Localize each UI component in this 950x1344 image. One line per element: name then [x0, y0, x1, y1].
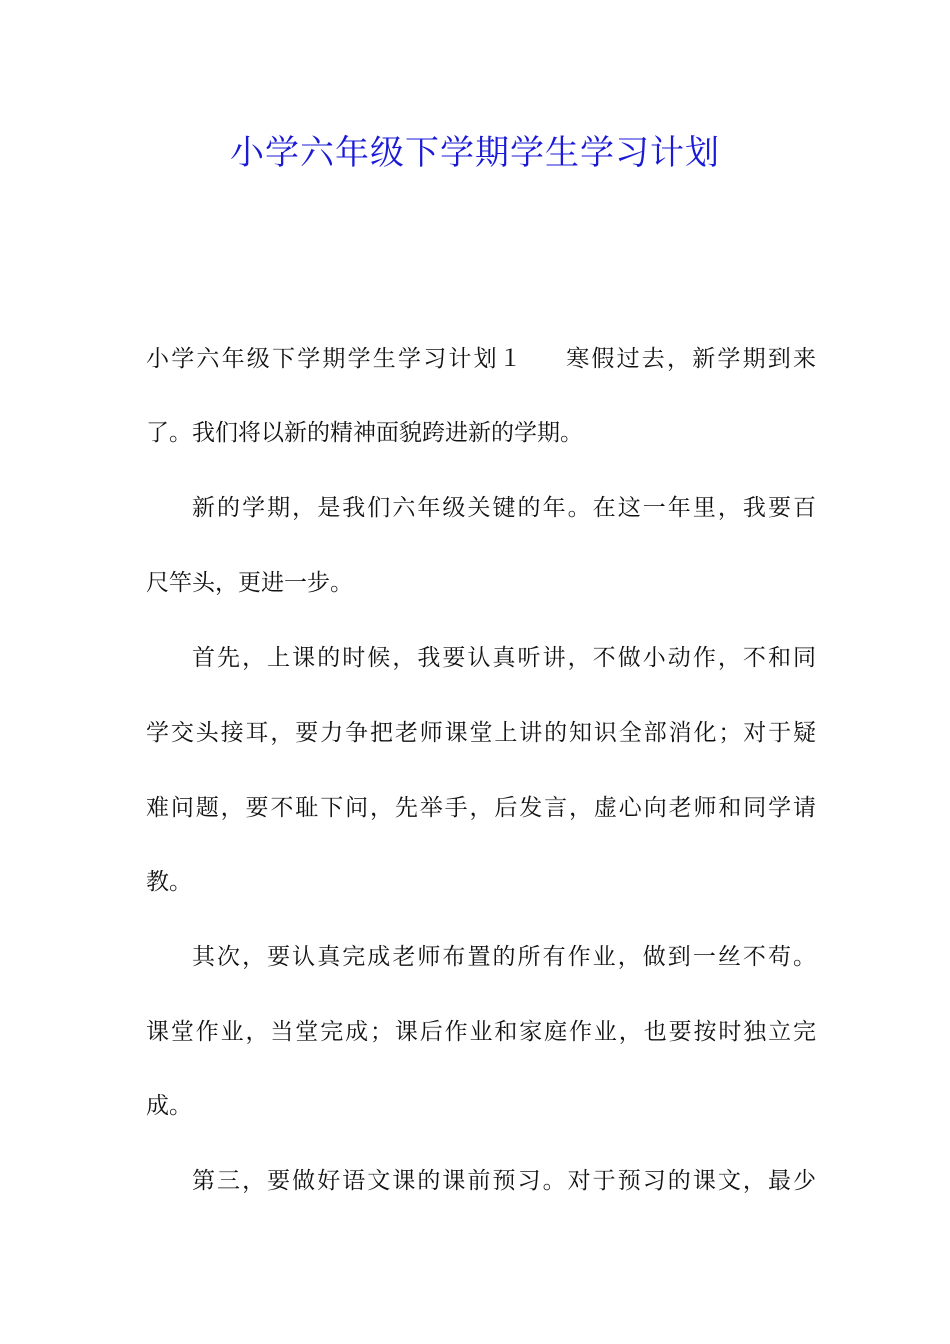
- paragraph-line: 第三，要做好语文课的课前预习。对于预习的课文，最少: [192, 1168, 816, 1194]
- paragraph-line: 新的学期，是我们六年级关键的年。在这一年里，我要百: [192, 495, 816, 521]
- paragraph-line: 成。: [146, 1093, 192, 1119]
- paragraph-line: 教。: [146, 869, 192, 895]
- document-title: 小学六年级下学期学生学习计划: [230, 133, 720, 173]
- paragraph-line: 其次，要认真完成老师布置的所有作业，做到一丝不苟。: [192, 944, 816, 970]
- paragraph-line: [146, 339, 816, 379]
- paragraph-line: 尺竿头，更进一步。: [146, 570, 353, 596]
- heading-inline: 小学六年级下学期学生学习计划１: [146, 346, 524, 372]
- paragraph-line: 了。我们将以新的精神面貌跨进新的学期。: [146, 420, 583, 446]
- paragraph-text: 寒假过去，新学期到来: [564, 346, 817, 372]
- paragraph-line: 首先，上课的时候，我要认真听讲，不做小动作，不和同: [192, 645, 816, 671]
- paragraph-line: 学交头接耳，要力争把老师课堂上讲的知识全部消化；对于疑: [146, 720, 816, 746]
- paragraph-line: 难问题，要不耻下问，先举手，后发言，虚心向老师和同学请: [146, 795, 816, 821]
- paragraph-line: 课堂作业，当堂完成；课后作业和家庭作业，也要按时独立完: [146, 1019, 816, 1045]
